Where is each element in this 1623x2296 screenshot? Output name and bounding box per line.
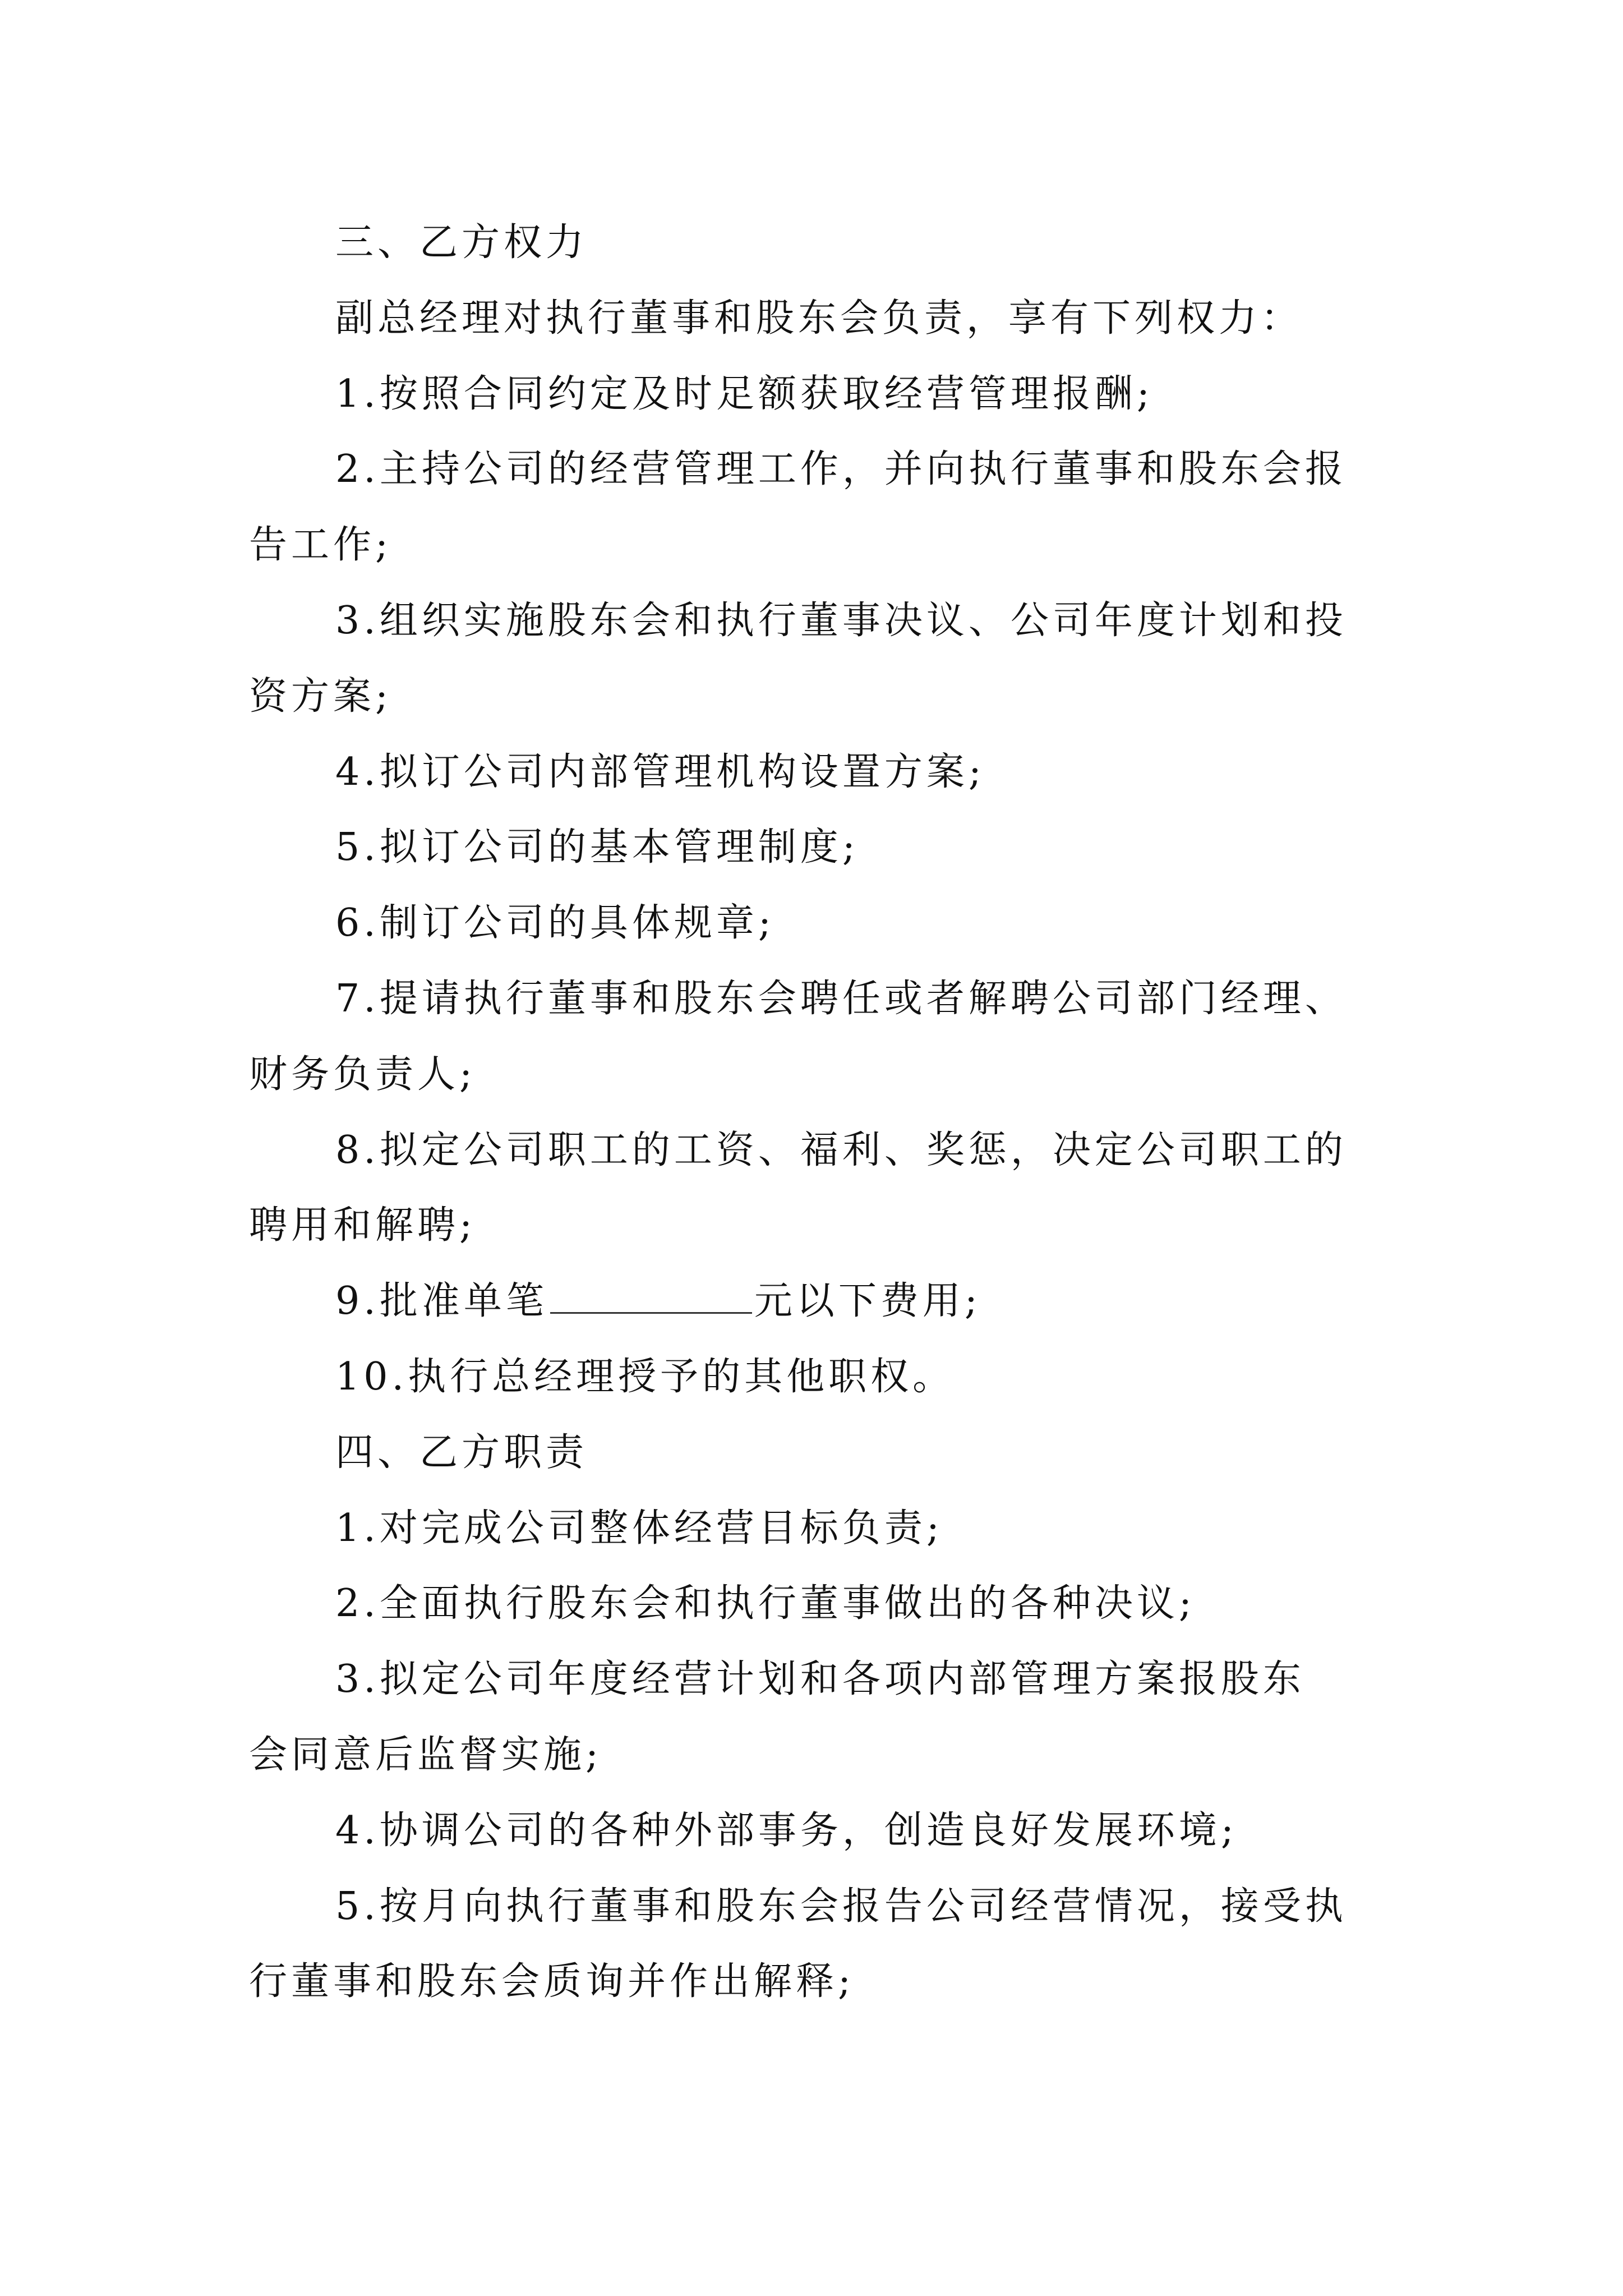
- blank-prefix: 9.批准单笔: [335, 1279, 548, 1323]
- blank-suffix: 元以下费用;: [754, 1279, 981, 1323]
- list-item: 4.拟订公司内部管理机构设置方案;: [335, 750, 985, 794]
- list-item: 8.拟定公司职工的工资、福利、奖惩，决定公司职工的: [335, 1128, 1347, 1172]
- list-item: 1.按照合同约定及时足额获取经营管理报酬;: [335, 372, 1154, 416]
- section-heading-rights: 三、乙方权力: [335, 220, 588, 265]
- list-item-continuation: 财务负责人;: [249, 1052, 476, 1097]
- list-item-continuation: 告工作;: [249, 523, 392, 567]
- amount-blank: [550, 1276, 752, 1314]
- list-item: 3.组织实施股东会和执行董事决议、公司年度计划和投: [335, 599, 1347, 643]
- list-item: 2.主持公司的经营管理工作，并向执行董事和股东会报: [335, 447, 1347, 491]
- list-item-continuation: 会同意后监督实施;: [249, 1733, 602, 1777]
- list-item: 6.制订公司的具体规章;: [335, 901, 775, 945]
- list-item: 5.按月向执行董事和股东会报告公司经营情况，接受执: [335, 1884, 1347, 1929]
- list-item-with-blank: [335, 1276, 981, 1327]
- list-item-continuation: 行董事和股东会质询并作出解释;: [249, 1959, 855, 2004]
- list-item: 10.执行总经理授予的其他职权。: [335, 1355, 955, 1399]
- list-item: 2.全面执行股东会和执行董事做出的各种决议;: [335, 1581, 1196, 1626]
- list-item: 4.协调公司的各种外部事务，创造良好发展环境;: [335, 1809, 1238, 1853]
- list-item-continuation: 聘用和解聘;: [249, 1203, 476, 1248]
- section-intro: 副总经理对执行董事和股东会负责，享有下列权力：: [335, 296, 1303, 341]
- list-item: 7.提请执行董事和股东会聘任或者解聘公司部门经理、: [335, 977, 1347, 1021]
- list-item: 1.对完成公司整体经营目标负责;: [335, 1506, 943, 1550]
- section-heading-duties: 四、乙方职责: [335, 1430, 588, 1475]
- list-item: 5.拟订公司的基本管理制度;: [335, 825, 859, 869]
- list-item-continuation: 资方案;: [249, 674, 392, 719]
- list-item: 3.拟定公司年度经营计划和各项内部管理方案报股东: [335, 1657, 1305, 1701]
